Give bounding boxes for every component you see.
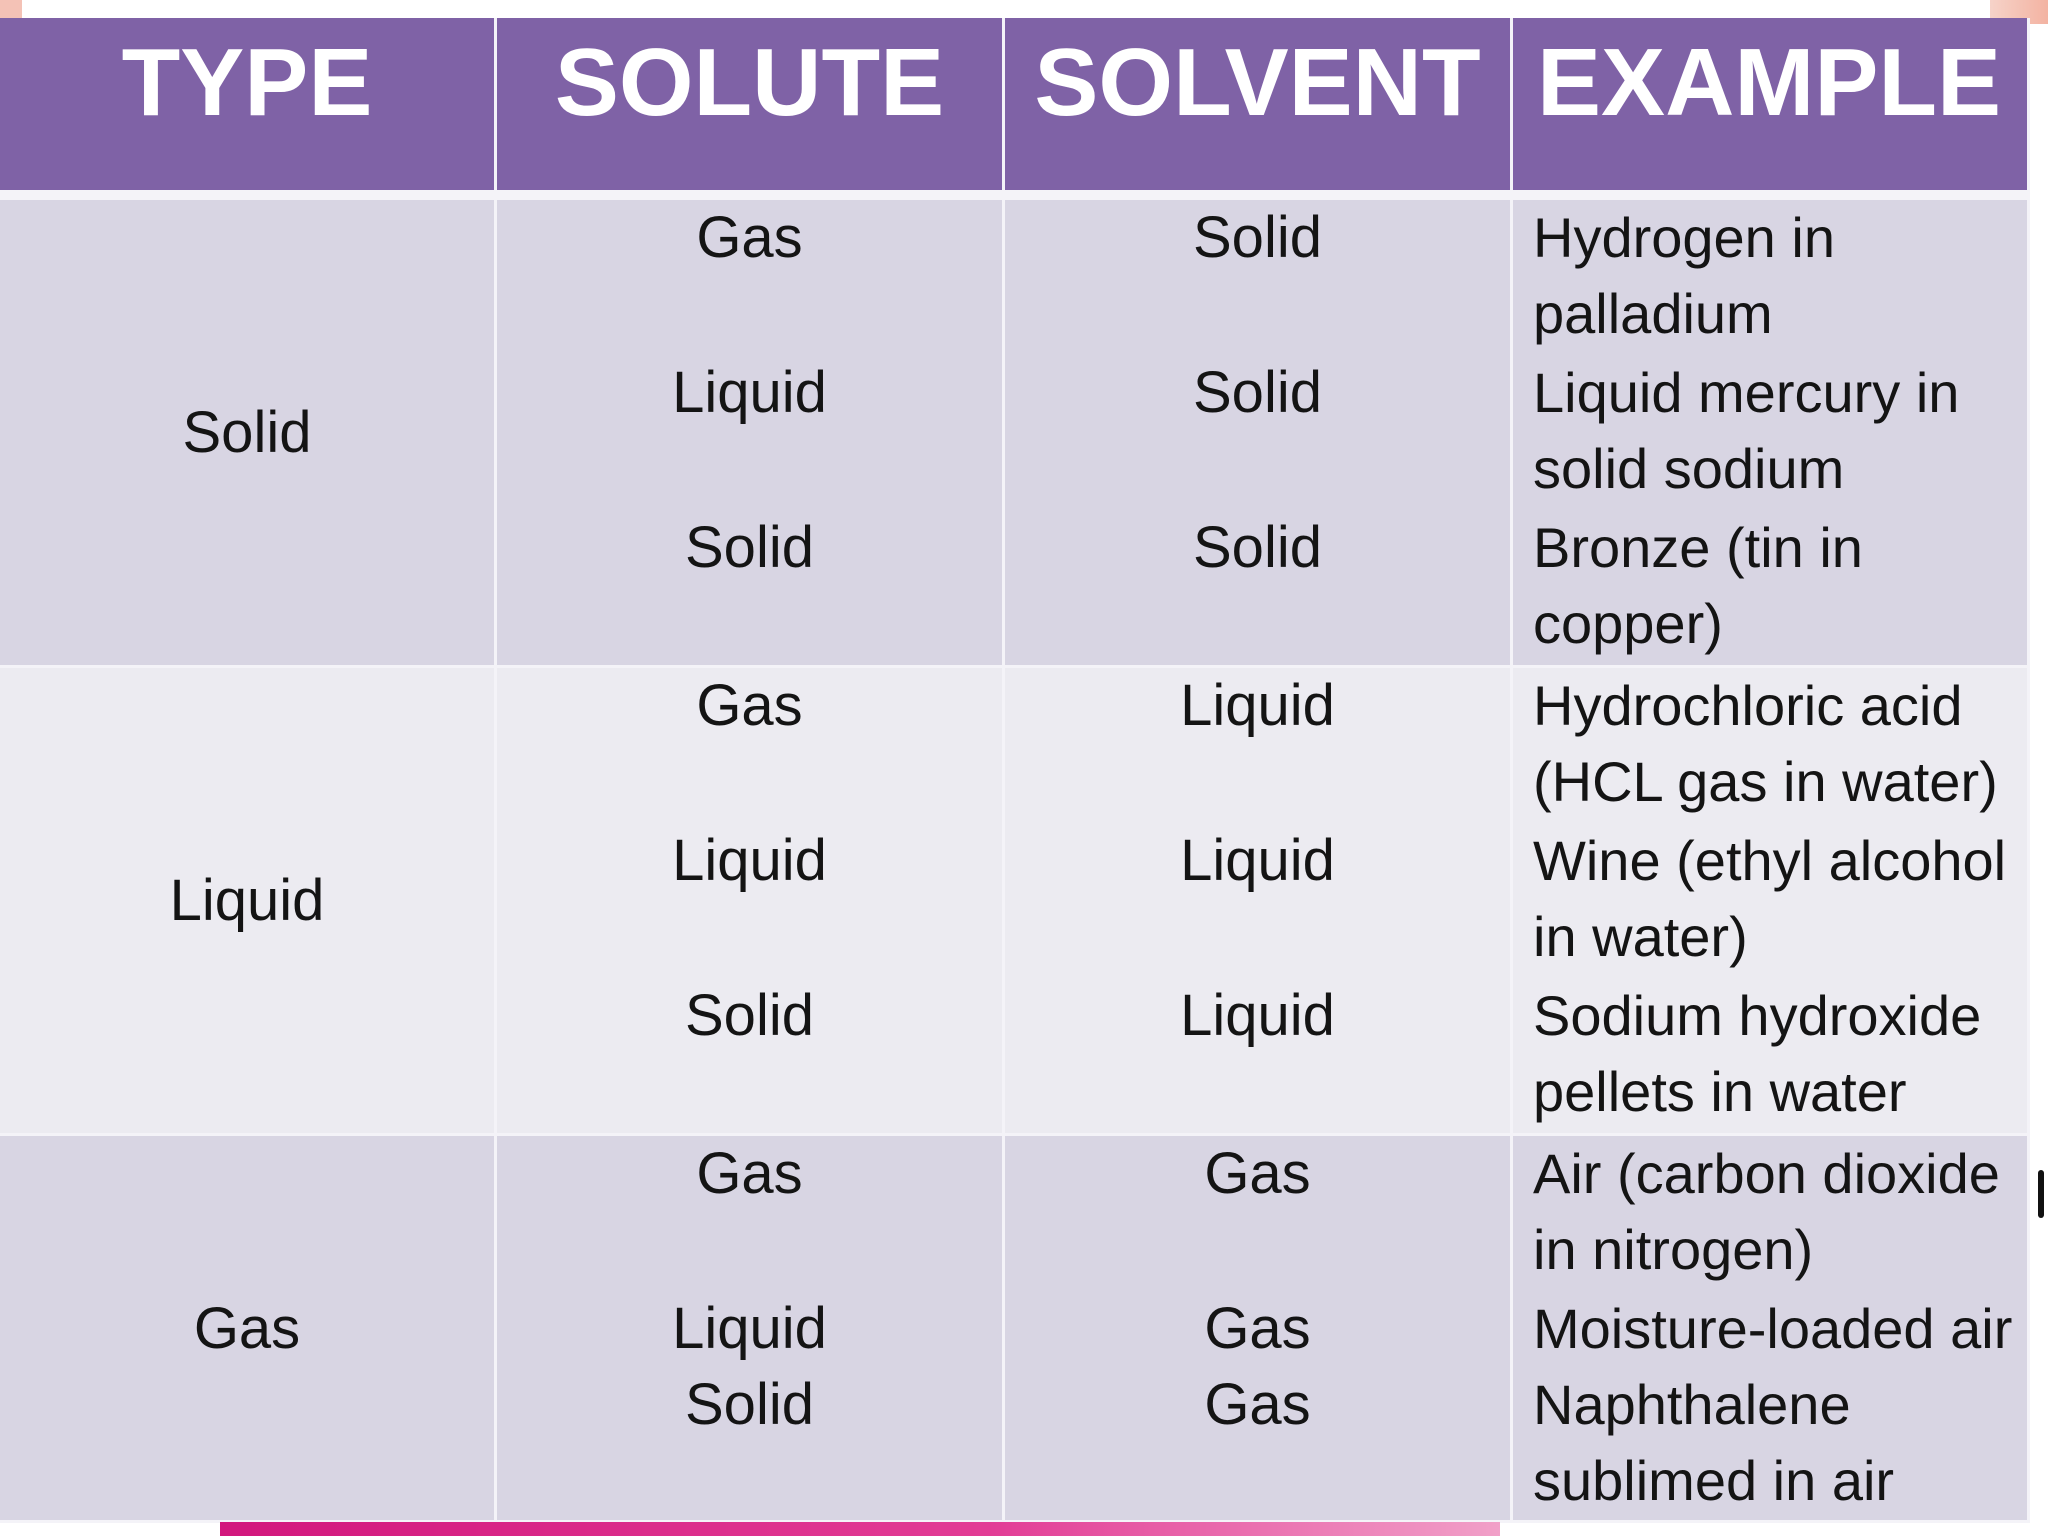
example-cell-solid [1513,200,2030,668]
solute-value: Liquid [672,360,827,425]
table-grid [0,18,2030,1523]
example-value: Moisture-loaded air [1533,1297,2013,1360]
example-value: Sodium hydroxide pellets in water [1533,984,1982,1123]
solute-value: Solid [685,515,814,580]
solute-value: Solid [685,1372,814,1437]
solvent-cell-liquid [1005,668,1513,1136]
solvent-value: Gas [1204,1296,1311,1361]
example-value: Hydrogen in palladium [1533,206,1835,345]
type-cell-gas: Gas [0,1136,497,1523]
solvent-value: Solid [1193,205,1322,270]
solvent-cell-gas [1005,1136,1513,1523]
solute-value: Solid [685,983,814,1048]
solvent-value: Gas [1204,1372,1311,1437]
solvent-value: Solid [1193,360,1322,425]
accent-bar [220,1522,1500,1536]
corner-decoration [0,0,22,18]
solvent-value: Liquid [1180,673,1335,738]
solvent-value: Liquid [1180,828,1335,893]
example-value: Naphthalene sublimed in air [1533,1373,1895,1512]
solute-value: Gas [696,673,803,738]
solvent-cell-solid [1005,200,1513,668]
header-solute: SOLUTE [497,18,1005,200]
solutions-table [0,18,2030,1523]
solute-value: Gas [696,205,803,270]
solvent-value: Gas [1204,1141,1311,1206]
example-value: Wine (ethyl alcohol in water) [1533,829,2007,968]
example-cell-liquid [1513,668,2030,1136]
solute-cell-solid [497,200,1005,668]
solvent-value: Liquid [1180,983,1335,1048]
type-cell-solid: Solid [0,200,497,668]
header-solvent: SOLVENT [1005,18,1513,200]
solute-value: Liquid [672,1296,827,1361]
type-cell-liquid: Liquid [0,668,497,1136]
example-cell-gas [1513,1136,2030,1523]
edge-marker [2038,1170,2044,1218]
solute-cell-gas [497,1136,1005,1523]
solvent-value: Solid [1193,515,1322,580]
solute-value: Liquid [672,828,827,893]
example-value: Hydrochloric acid (HCL gas in water) [1533,674,1998,813]
header-example: EXAMPLE [1513,18,2030,200]
solute-value: Gas [696,1141,803,1206]
example-value: Air (carbon dioxide in nitrogen) [1533,1142,2000,1281]
solute-cell-liquid [497,668,1005,1136]
example-value: Bronze (tin in copper) [1533,516,1863,655]
header-type: TYPE [0,18,497,200]
example-value: Liquid mercury in solid sodium [1533,361,1960,500]
